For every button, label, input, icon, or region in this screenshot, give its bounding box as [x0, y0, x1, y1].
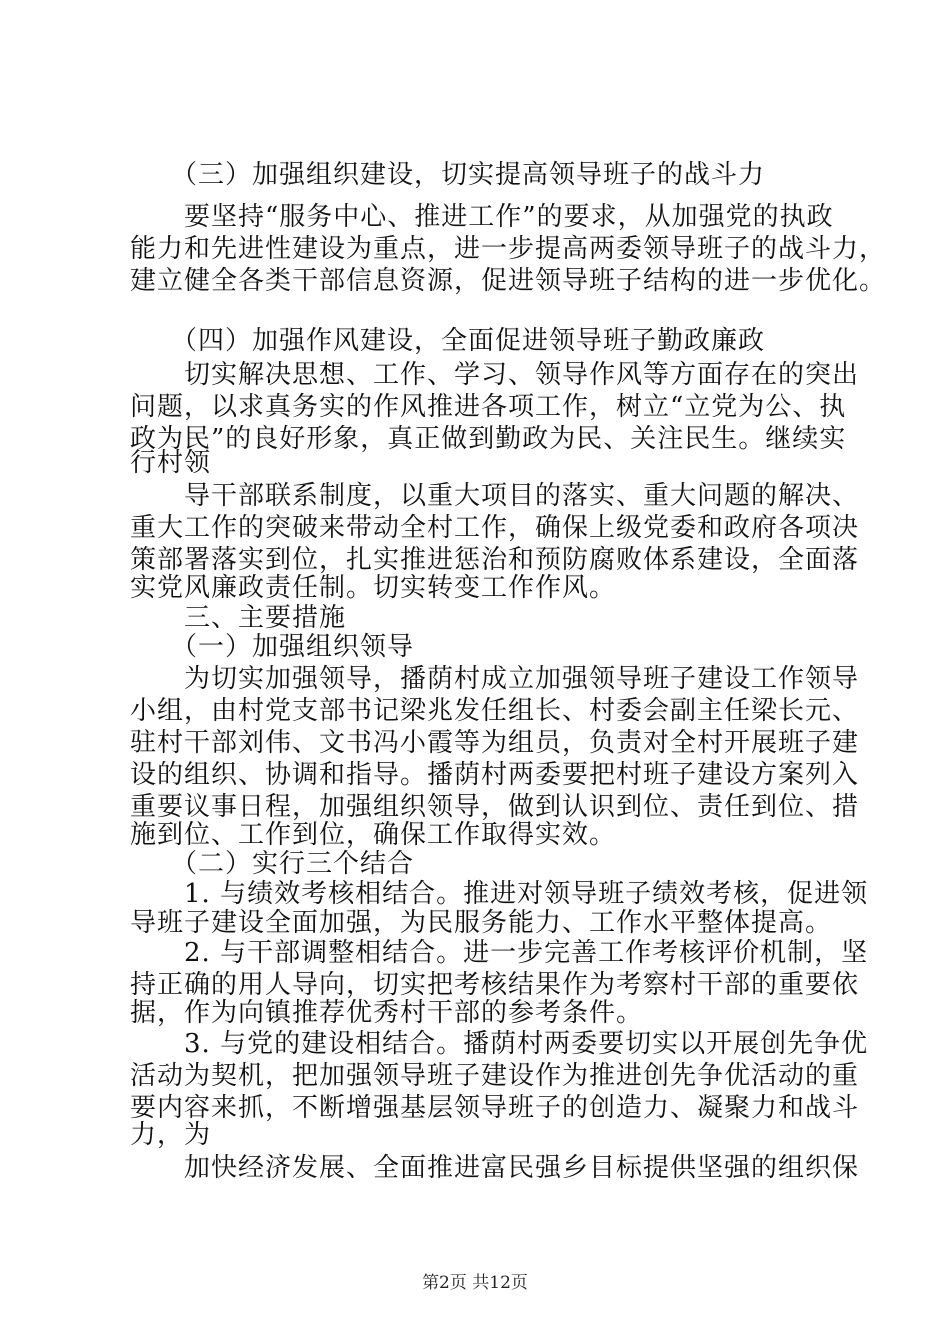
paragraph-line: 持正确的用人导向，切实把考核结果作为考察村干部的重要依 — [130, 970, 860, 1000]
paragraph-line: 建立健全各类干部信息资源，促进领导班子结构的进一步优化。 — [130, 266, 887, 296]
paragraph-line: 据，作为向镇推荐优秀村干部的参考条件。 — [130, 998, 644, 1028]
paragraph-line: 切实解决思想、工作、学习、领导作风等方面存在的突出 — [130, 360, 860, 390]
paragraph-line: 能力和先进性建设为重点，进一步提高两委领导班子的战斗力， — [130, 234, 887, 264]
paragraph-line: 施到位、工作到位，确保工作取得实效。 — [130, 820, 617, 850]
paragraph-line: 要内容来抓，不断增强基层领导班子的创造力、凝聚力和战斗 — [130, 1093, 860, 1123]
paragraph-line: 重大工作的突破来带动全村工作，确保上级党委和政府各项决 — [130, 513, 860, 543]
paragraph-line: 3. 与党的建设相结合。播荫村两委要切实以开展创先争优 — [130, 1029, 869, 1059]
paragraph-line: 策部署落实到位，扎实推进惩治和预防腐败体系建设，全面落 — [130, 545, 860, 575]
paragraph-line: 要坚持“服务中心、推进工作”的要求，从加强党的执政 — [130, 202, 834, 232]
section-heading: （三）加强组织建设，切实提高领导班子的战斗力 — [130, 160, 766, 190]
paragraph-line: 问题，以求真务实的作风推进各项工作，树立“立党为公、执 — [130, 392, 847, 422]
paragraph-line: 行村领 — [130, 448, 212, 478]
paragraph-line: 2. 与干部调整相结合。进一步完善工作考核评价机制，坚 — [130, 938, 869, 968]
paragraph-line: 设的组织、协调和指导。播荫村两委要把村班子建设方案列入 — [130, 760, 860, 790]
paragraph-line: 导干部联系制度，以重大项目的落实、重大问题的解决、 — [130, 481, 860, 511]
paragraph-line: 加快经济发展、全面推进富民强乡目标提供坚强的组织保 — [130, 1153, 860, 1183]
section-heading: 三、主要措施 — [130, 603, 347, 633]
paragraph-line: 为切实加强领导，播荫村成立加强领导班子建设工作领导 — [130, 664, 860, 694]
section-heading: （四）加强作风建设，全面促进领导班子勤政廉政 — [130, 326, 766, 356]
page-number-footer: 第2页 共12页 — [422, 1273, 528, 1293]
paragraph-line: 活动为契机，把加强领导班子建设作为推进创先争优活动的重 — [130, 1061, 860, 1091]
paragraph-line: 导班子建设全面加强，为民服务能力、工作水平整体提高。 — [130, 908, 833, 938]
paragraph-line: 政为民”的良好形象，真正做到勤政为民、关注民生。继续实 — [130, 424, 847, 454]
paragraph-line: 实党风廉政责任制。切实转变工作作风。 — [130, 573, 617, 603]
paragraph-line: 重要议事日程，加强组织领导，做到认识到位、责任到位、措 — [130, 792, 860, 822]
section-heading: （一）加强组织领导 — [130, 632, 415, 662]
paragraph-line: 小组，由村党支部书记梁兆发任组长、村委会副主任梁长元、 — [130, 696, 860, 726]
paragraph-line: 1. 与绩效考核相结合。推进对领导班子绩效考核，促进领 — [130, 879, 869, 909]
paragraph-line: 驻村干部刘伟、文书冯小霞等为组员，负责对全村开展班子建 — [130, 728, 860, 758]
section-heading: （二）实行三个结合 — [130, 849, 415, 879]
paragraph-line: 力，为 — [130, 1120, 212, 1150]
